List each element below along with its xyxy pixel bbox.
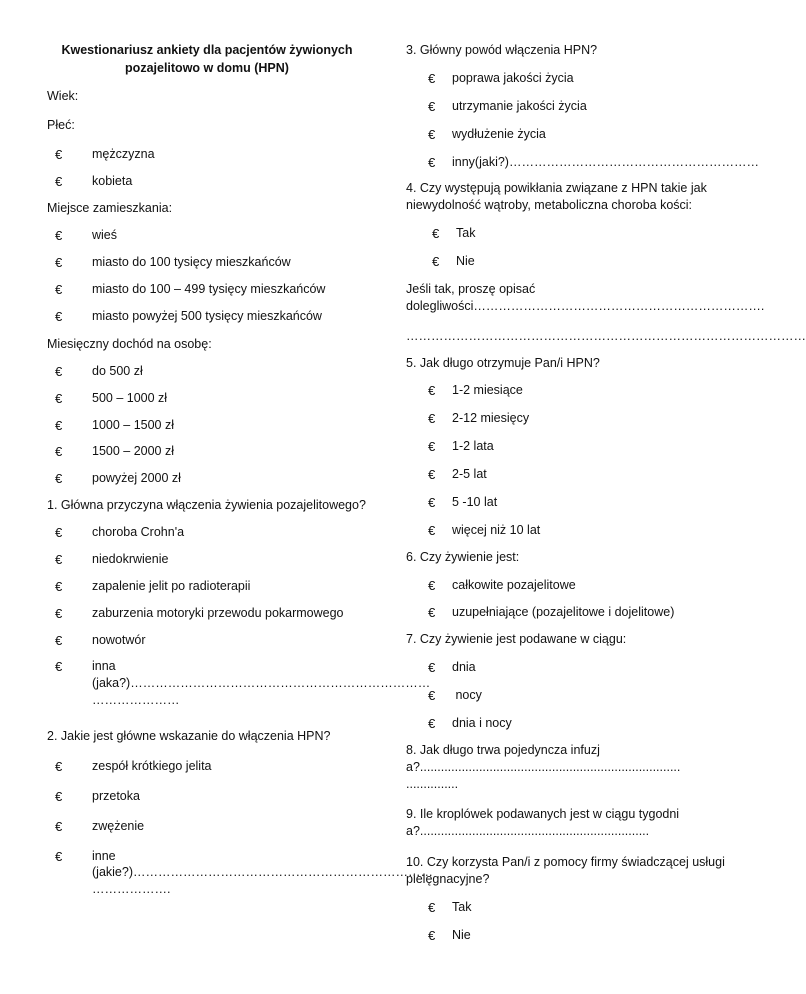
q1-option[interactable]: € zaburzenia motoryki przewodu pokarmowego — [55, 605, 344, 621]
checkbox-icon[interactable]: € — [55, 363, 63, 379]
checkbox-icon[interactable]: € — [55, 255, 63, 271]
checkbox-icon[interactable]: € — [428, 439, 436, 455]
q2-option[interactable]: € zespół krótkiego jelita — [55, 758, 212, 774]
q5-option[interactable]: € 1-2 lata — [428, 439, 494, 455]
checkbox-icon[interactable]: € — [428, 467, 436, 482]
q1-option[interactable]: € choroba Crohn'a — [55, 525, 185, 540]
q3-option-other[interactable]: € inny(jaki?)…………………………………………………… — [428, 154, 759, 170]
checkbox-icon[interactable]: € — [55, 390, 63, 406]
question-2-label: 2. Jakie jest główne wskazanie do włączenia HPN? — [47, 729, 331, 743]
q2-option[interactable]: € zwężenie — [55, 818, 145, 834]
checkbox-icon[interactable]: € — [428, 688, 436, 703]
question-7-label: 7. Czy żywienie jest podawane w ciągu: — [406, 632, 627, 647]
checkbox-icon[interactable]: € — [55, 173, 63, 189]
checkbox-icon[interactable]: € — [428, 522, 436, 538]
checkbox-icon[interactable]: € — [428, 605, 436, 621]
checkbox-icon[interactable]: € — [428, 494, 436, 510]
question-10-label: 10. Czy korzysta Pan/i z pomocy firmy świadczącej usługi pielęgnacyjne? — [406, 855, 725, 886]
q3-option[interactable]: € wydłużenie życia — [428, 126, 546, 142]
q2-option-other[interactable]: € inne (jakie?)……………………………………………………………… ………………. — [55, 848, 433, 897]
checkbox-icon[interactable]: € — [428, 70, 436, 86]
residence-option[interactable]: € miasto do 100 – 499 tysięcy mieszkańców — [55, 282, 326, 298]
sex-option-female[interactable]: € kobieta — [55, 173, 133, 189]
q5-option[interactable]: € 2-5 lat — [428, 467, 487, 482]
checkbox-icon[interactable]: € — [428, 411, 436, 427]
q3-option[interactable]: € poprawa jakości życia — [428, 70, 574, 86]
left-column — [47, 0, 433, 898]
checkbox-icon[interactable]: € — [55, 444, 63, 460]
checkbox-icon[interactable]: € — [428, 715, 436, 731]
q3-option[interactable]: € utrzymanie jakości życia — [428, 98, 587, 114]
q7-option[interactable]: € nocy — [428, 688, 482, 703]
checkbox-icon[interactable]: € — [55, 525, 63, 540]
residence-option[interactable]: € wieś — [55, 228, 118, 244]
checkbox-icon[interactable]: € — [55, 551, 63, 567]
q4-option-no[interactable]: € Nie — [432, 254, 475, 269]
checkbox-icon[interactable]: € — [55, 146, 63, 162]
question-5-label: 5. Jak długo otrzymuje Pan/i HPN? — [406, 355, 600, 370]
checkbox-icon[interactable]: € — [55, 788, 63, 804]
checkbox-icon[interactable]: € — [55, 758, 63, 774]
question-1-label: 1. Główna przyczyna włączenia żywienia pozajelitowego? — [47, 498, 366, 513]
checkbox-icon[interactable]: € — [428, 899, 436, 915]
checkbox-icon[interactable]: € — [55, 471, 63, 487]
checkbox-icon[interactable]: € — [55, 417, 63, 433]
page-title: Kwestionariusz ankiety dla pacjentów żywionych pozajelitowo w domu (HPN) — [61, 43, 353, 75]
q5-option[interactable]: € 1-2 miesiące — [428, 383, 523, 399]
question-8-label: 8. Jak długo trwa pojedyncza infuzja?........................................................................... — [406, 742, 681, 774]
q8-dots-line[interactable]: ............... — [406, 776, 459, 791]
q6-option[interactable]: € całkowite pozajelitowe — [428, 577, 576, 593]
checkbox-icon[interactable]: € — [428, 98, 436, 114]
income-option[interactable]: € 500 – 1000 zł — [55, 390, 168, 406]
q6-option[interactable]: € uzupełniające (pozajelitowe i dojelitowe) — [428, 605, 675, 621]
checkbox-icon[interactable]: € — [428, 660, 436, 676]
q2-option[interactable]: € przetoka — [55, 788, 140, 804]
q7-option[interactable]: € dnia i nocy — [428, 715, 512, 731]
q7-option[interactable]: € dnia — [428, 660, 476, 676]
sex-label: Płeć: — [47, 117, 75, 132]
q10-option-no[interactable]: € Nie — [428, 927, 471, 943]
checkbox-icon[interactable]: € — [428, 383, 436, 399]
checkbox-icon[interactable]: € — [55, 848, 63, 864]
checkbox-icon[interactable]: € — [55, 605, 63, 621]
income-option[interactable]: € powyżej 2000 zł — [55, 471, 181, 487]
question-3-label: 3. Główny powód włączenia HPN? — [406, 43, 598, 57]
residence-option[interactable]: € miasto do 100 tysięcy mieszkańców — [55, 255, 291, 271]
age-label: Wiek: — [47, 89, 79, 103]
q4-describe-field[interactable]: Jeśli tak, proszę opisać dolegliwości……………………………………………………………. — [406, 281, 765, 313]
q10-option-yes[interactable]: € Tak — [428, 899, 472, 915]
right-column — [406, 0, 806, 944]
checkbox-icon[interactable]: € — [55, 309, 63, 324]
q1-option-other[interactable]: € inna (jaka?)……………………………………………………………… ………………… — [55, 659, 431, 708]
sex-option-male[interactable]: € mężczyzna — [55, 146, 155, 162]
q5-option[interactable]: € 2-12 miesięcy — [428, 411, 530, 427]
income-label: Miesięczny dochód na osobę: — [47, 336, 212, 351]
question-6-label: 6. Czy żywienie jest: — [406, 549, 520, 564]
checkbox-icon[interactable]: € — [432, 226, 440, 242]
q1-option[interactable]: € niedokrwienie — [55, 551, 169, 567]
checkbox-icon[interactable]: € — [432, 254, 440, 269]
question-4-label: 4. Czy występują powikłania związane z HPN takie jak niewydolność wątroby, metaboliczna choroba kości: — [406, 181, 707, 213]
residence-option[interactable]: € miasto powyżej 500 tysięcy mieszkańców — [55, 309, 322, 324]
checkbox-icon[interactable]: € — [55, 632, 63, 648]
income-option[interactable]: € 1000 – 1500 zł — [55, 417, 175, 433]
q1-option[interactable]: € nowotwór — [55, 632, 146, 648]
checkbox-icon[interactable]: € — [428, 154, 436, 170]
residence-label: Miejsce zamieszkania: — [47, 200, 173, 215]
q4-dots-line[interactable]: …………………………………………………………………………………… — [406, 328, 806, 343]
q5-option[interactable]: € więcej niż 10 lat — [428, 522, 541, 538]
checkbox-icon[interactable]: € — [428, 927, 436, 943]
q5-option[interactable]: € 5 -10 lat — [428, 494, 498, 510]
income-option[interactable]: € 1500 – 2000 zł — [55, 444, 175, 460]
checkbox-icon[interactable]: € — [55, 282, 63, 298]
checkbox-icon[interactable]: € — [428, 577, 436, 593]
checkbox-icon[interactable]: € — [428, 126, 436, 142]
question-9-label: 9. Ile kroplówek podawanych jest w ciągu tygodnia?.................................................................. — [406, 807, 680, 839]
checkbox-icon[interactable]: € — [55, 818, 63, 834]
checkbox-icon[interactable]: € — [55, 228, 63, 244]
checkbox-icon[interactable]: € — [55, 578, 63, 594]
q1-option[interactable]: € zapalenie jelit po radioterapii — [55, 578, 251, 594]
income-option[interactable]: € do 500 zł — [55, 363, 143, 379]
q4-option-yes[interactable]: € Tak — [432, 226, 476, 242]
checkbox-icon[interactable]: € — [55, 659, 63, 675]
